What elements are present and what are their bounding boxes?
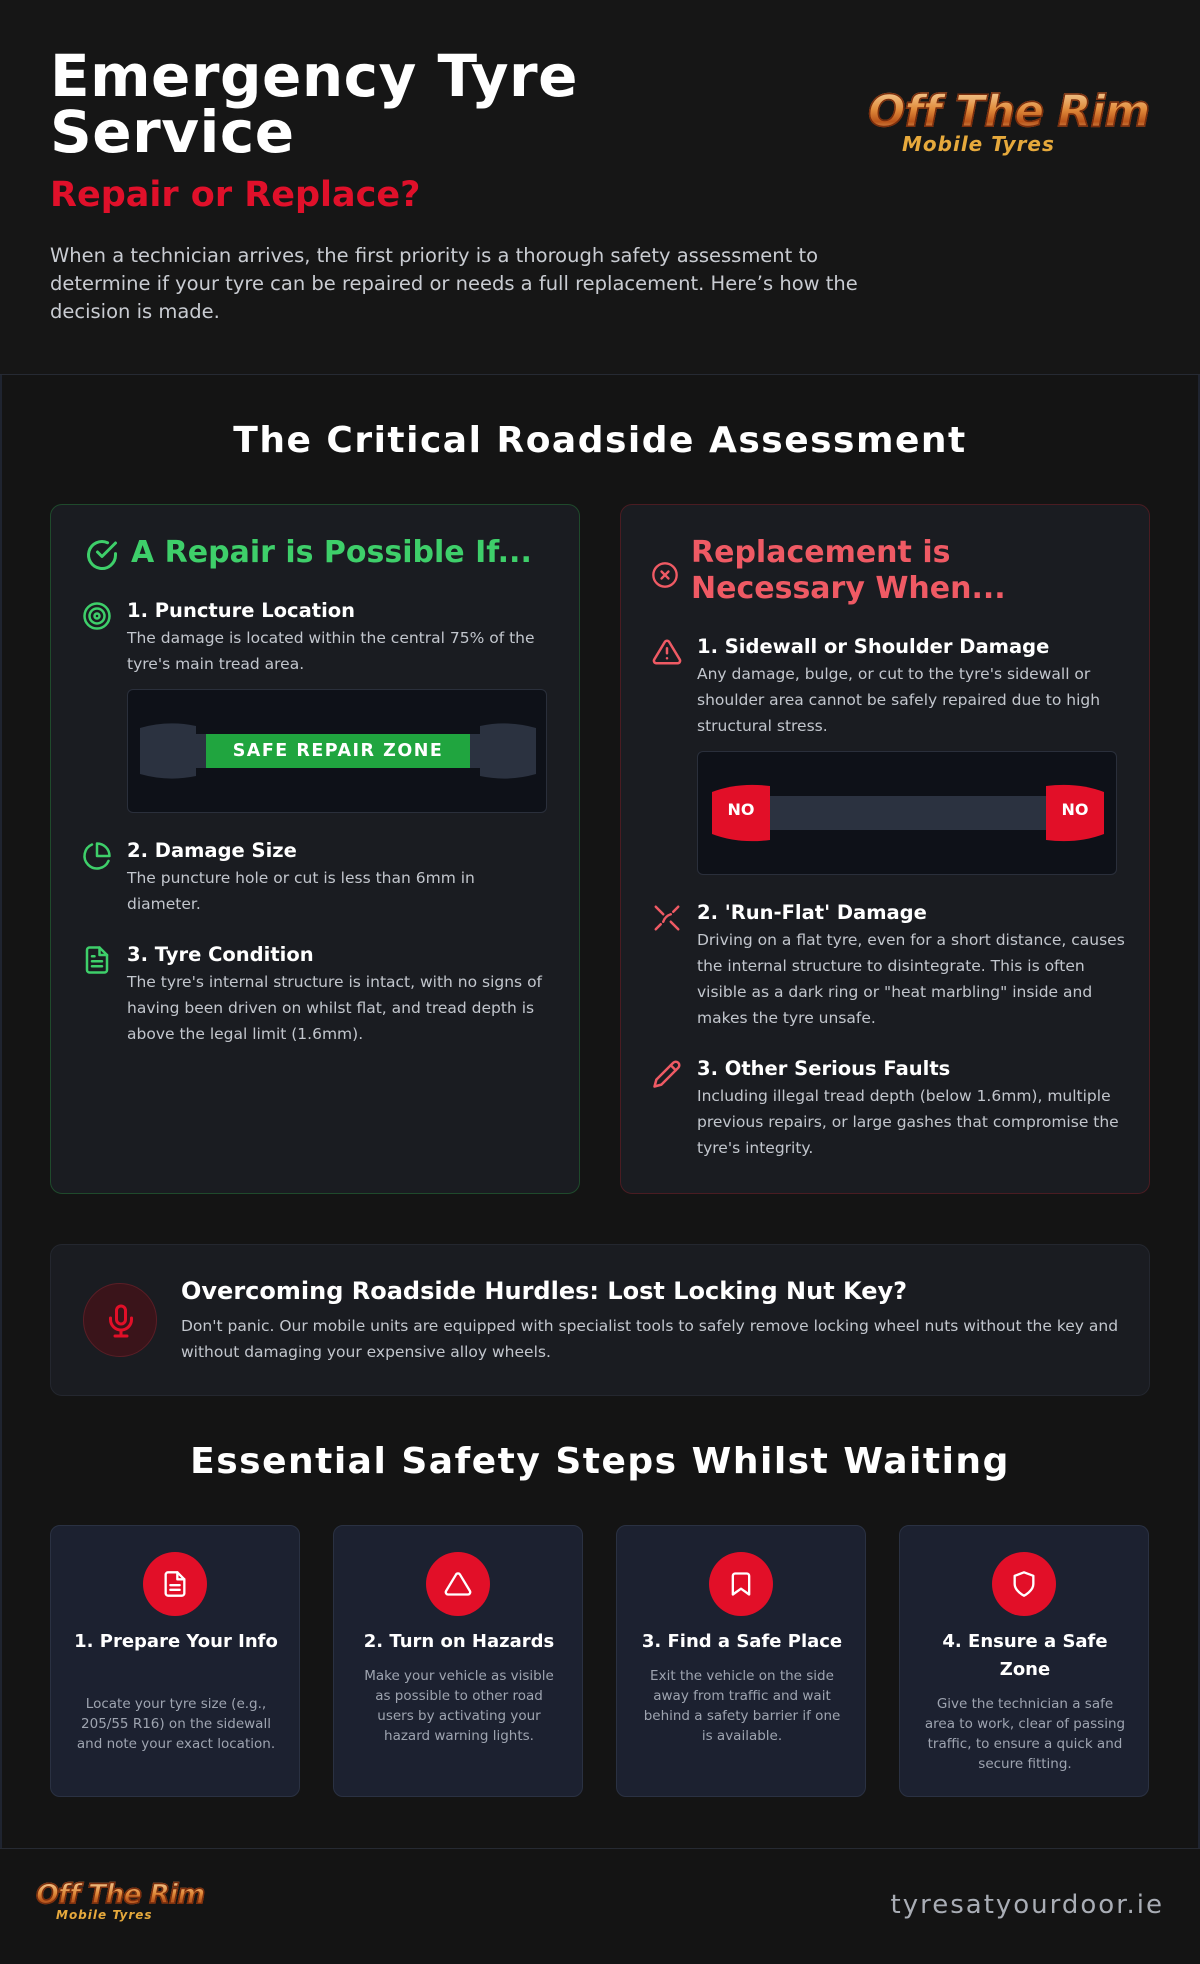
repair-item-text: The tyre's internal structure is intact, with no signs of having been driven on whilst flat, and tread depth is above the legal limit (1.6mm). — [127, 973, 543, 1043]
repair-item-title: 3. Tyre Condition — [127, 943, 314, 966]
replace-item-title: 2. 'Run-Flat' Damage — [697, 901, 927, 924]
header-section — [0, 0, 1200, 375]
step-title: 1. Prepare Your Info — [74, 1631, 278, 1652]
step-icon-badge — [426, 1552, 490, 1616]
logo-main-text: Off The Rim — [36, 1879, 205, 1910]
sidewall-damage-diagram — [697, 751, 1117, 875]
broken-icon — [652, 903, 682, 933]
page-title: Emergency Tyre Service — [50, 42, 578, 166]
document-icon — [82, 945, 112, 975]
pencil-icon — [652, 1059, 682, 1089]
no-label-left: NO — [727, 800, 755, 819]
website-link[interactable]: tyresatyourdoor.ie — [890, 1890, 1164, 1920]
replace-item-title: 3. Other Serious Faults — [697, 1057, 951, 1080]
repair-item-text: The puncture hole or cut is less than 6mm in diameter. — [127, 869, 475, 913]
triangle-icon — [444, 1570, 472, 1598]
microphone-icon-badge — [83, 1283, 157, 1357]
assessment-heading: The Critical Roadside Assessment — [233, 420, 967, 461]
x-circle-icon — [651, 561, 679, 589]
step-title: 3. Find a Safe Place — [641, 1631, 843, 1652]
safe-repair-zone-label: SAFE REPAIR ZONE — [206, 734, 470, 768]
replace-item-text: Driving on a flat tyre, even for a short distance, causes the internal structure to disintegrate. This is often visible as a dark ring or "heat marbling" inside and makes the tyre unsafe. — [697, 931, 1125, 1027]
repair-item-title: 2. Damage Size — [127, 839, 297, 862]
target-icon — [82, 601, 112, 631]
replace-item-title: 1. Sidewall or Shoulder Damage — [697, 635, 1050, 658]
repair-item-title: 1. Puncture Location — [127, 599, 356, 622]
repair-card — [50, 504, 580, 1194]
step-text: Give the technician a safe area to work, clear of passing traffic, to ensure a quick and secure fitting. — [924, 1696, 1126, 1772]
callout-title: Overcoming Roadside Hurdles: Lost Locking Nut Key? — [181, 1277, 908, 1305]
step-text: Locate your tyre size (e.g., 205/55 R16) on the sidewall and note your exact location. — [76, 1696, 276, 1752]
step-text: Exit the vehicle on the side away from traffic and wait behind a safety barrier if one is available. — [643, 1668, 841, 1744]
step-title: 2. Turn on Hazards — [363, 1631, 555, 1652]
step-icon-badge — [992, 1552, 1056, 1616]
locking-nut-callout — [50, 1244, 1150, 1396]
page-subtitle: Repair or Replace? — [50, 175, 421, 215]
safe-repair-zone-diagram — [127, 689, 547, 813]
replacement-card — [620, 504, 1150, 1194]
replacement-card-title: Replacement is Necessary When... — [691, 535, 1006, 606]
shield-icon — [1010, 1570, 1038, 1598]
bookmark-icon — [727, 1570, 755, 1598]
step-text: Make your vehicle as visible as possible to other road users by activating your hazard warning lights. — [364, 1668, 554, 1744]
footer-logo[interactable] — [36, 1880, 204, 1922]
document-icon — [161, 1570, 189, 1598]
step-title: 4. Ensure a Safe Zone — [942, 1631, 1108, 1680]
safety-step-card — [616, 1525, 866, 1797]
replace-item-text: Any damage, bulge, or cut to the tyre's sidewall or shoulder area cannot be safely repaired due to high structural stress. — [697, 665, 1101, 735]
intro-text: When a technician arrives, the first priority is a thorough safety assessment to determine if your tyre can be repaired or needs a full replacement. Here’s how the decision is made. — [50, 244, 858, 323]
repair-item-text: The damage is located within the central 75% of the tyre's main tread area. — [127, 629, 535, 673]
safety-step-card — [50, 1525, 300, 1797]
callout-text: Don't panic. Our mobile units are equipped with specialist tools to safely remove locking wheel nuts without the key and without damaging your expensive alloy wheels. — [181, 1317, 1119, 1361]
warning-icon — [652, 637, 682, 667]
logo-main-text: Off The Rim — [868, 86, 1150, 137]
replace-item-text: Including illegal tread depth (below 1.6mm), multiple previous repairs, or large gashes that compromise the tyre's integrity. — [697, 1087, 1119, 1157]
logo-sub-text: Mobile Tyres — [902, 132, 1055, 156]
no-label-right: NO — [1061, 800, 1089, 819]
safety-step-card — [333, 1525, 583, 1797]
repair-card-title: A Repair is Possible If... — [131, 535, 532, 570]
safety-heading: Essential Safety Steps Whilst Waiting — [190, 1441, 1010, 1482]
logo-sub-text: Mobile Tyres — [56, 1908, 153, 1922]
step-icon-badge — [709, 1552, 773, 1616]
safety-step-card — [899, 1525, 1149, 1797]
step-icon-badge — [143, 1552, 207, 1616]
brand-logo[interactable] — [868, 88, 1149, 156]
pie-chart-icon — [82, 841, 112, 871]
microphone-icon — [103, 1301, 139, 1341]
check-circle-icon — [84, 537, 120, 573]
